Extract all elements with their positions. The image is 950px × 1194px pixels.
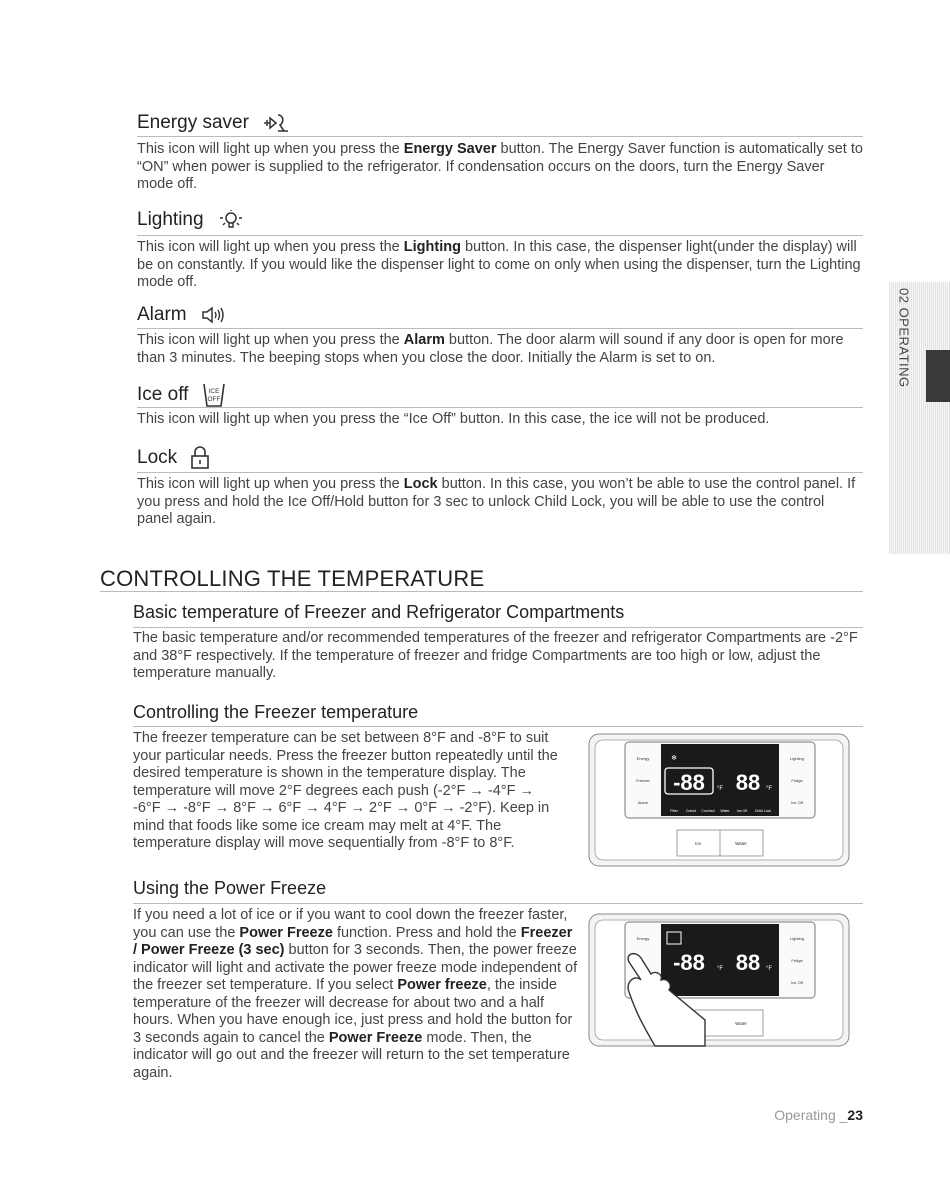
bottom-label-4: Water xyxy=(720,809,730,813)
page-footer xyxy=(774,1107,863,1123)
ice-off-icon-text-1: ICE xyxy=(208,388,220,395)
lighting-text xyxy=(137,239,863,292)
heading-divider xyxy=(100,591,863,592)
divider xyxy=(137,328,863,329)
water-button-label: Water xyxy=(735,1021,747,1026)
energy-saver-text xyxy=(137,141,863,194)
ice-off-text xyxy=(137,411,863,429)
emphasis-text: Alarm xyxy=(403,332,445,348)
text-run: button. In this case, the dispenser light(under the display) will be on constantly. If you would like the dispenser light to come on only when using the dispenser, turn the Lighting mode off. xyxy=(137,239,861,290)
alarm-title: Alarm xyxy=(137,304,228,326)
power-freeze-figure xyxy=(585,912,855,1052)
text-run: This icon will light up when you press the xyxy=(137,332,404,348)
fridge-unit: °F xyxy=(766,966,773,972)
ice-off-icon xyxy=(202,382,226,408)
basic-temperature-title: Basic temperature of Freezer and Refrigerator Compartments xyxy=(133,602,625,622)
page-heading: CONTROLLING THE TEMPERATURE xyxy=(100,566,485,591)
label-lighting: Lighting xyxy=(789,936,805,941)
divider xyxy=(133,627,863,628)
text-run: The basic temperature and/or recommended temperatures of the freezer and refrigerator Compartments are -2°F and 38°F respectively. If the temperature of freezer and fridge Compartments are too high or low, adjust the temperature manually. xyxy=(133,630,858,681)
freezer-unit: °F xyxy=(717,786,724,792)
bottom-label-3: Crushed xyxy=(701,809,715,813)
ice-button-label: Ice xyxy=(694,841,702,846)
bottom-label-6: Child Lock xyxy=(754,809,772,813)
label-alarm: Alarm xyxy=(637,800,649,805)
emphasis-text: Freezer / Power Freeze (3 sec) xyxy=(133,924,573,958)
divider xyxy=(137,235,863,236)
text-run: This icon will light up when you press the xyxy=(137,476,404,492)
text-run: function. Press and hold the xyxy=(332,924,521,941)
chapter-label: 02 OPERATING xyxy=(896,288,912,388)
freezer-temperature-title: Controlling the Freezer temperature xyxy=(133,702,419,722)
text-run: button for 3 seconds. Then, the power freeze indicator will light and activate the power freeze mode independent of the freezer set temperature. If you select xyxy=(133,942,578,993)
text-run: This icon will light up when you press the xyxy=(137,239,404,255)
power-freeze-text xyxy=(133,907,579,1082)
emphasis-text: Lighting xyxy=(403,239,461,255)
divider xyxy=(137,407,863,408)
freezer-unit: °F xyxy=(717,966,724,972)
text-run: , the inside temperature of the freezer will decrease for about two and a half hours. When you have enough ice, just press and hold the button for 3 seconds again to cancel the xyxy=(133,977,573,1046)
text-run: button. The Energy Saver function is automatically set to “ON” when power is supplied to the refrigerator. If condensation occurs on the doors, turn the Energy Saver mode off. xyxy=(137,141,863,192)
label-energy-saver: Energy xyxy=(636,936,650,941)
footer-label: Operating _ xyxy=(774,1107,848,1123)
energy-saver-title: Energy saver xyxy=(137,112,292,134)
label-fridge: Fridge xyxy=(791,958,803,963)
text-run: The freezer temperature can be set between 8°F and -8°F to suit your particular needs. Press the freezer button repeatedly until the desired temperature is shown in the temperature display. The temperature will move 2°F degrees each push (-2°F → -4°F → -6°F → -8°F → 8°F → 6°F → 4°F → 2°F → 0°F → -2°F). Keep in mind that foods like some ice cream may melt at 4°F. The temperature display will move sequentially from -8°F to 8°F. xyxy=(133,730,558,851)
emphasis-text: Lock xyxy=(403,476,438,492)
emphasis-text: Power Freeze xyxy=(239,924,333,941)
control-panel-figure xyxy=(585,732,855,872)
divider xyxy=(133,903,863,904)
label-energy-saver: Energy xyxy=(636,756,650,761)
alarm-text xyxy=(137,332,863,367)
energy-saver-icon xyxy=(262,113,292,133)
label-ice-off: Ice Off xyxy=(791,980,803,985)
freezer-icon: ❄ xyxy=(671,755,677,762)
text-run: This icon will light up when you press the xyxy=(137,141,404,157)
text-run: mode. Then, the indicator will go out and the freezer will return to the set temperature again. xyxy=(133,1029,570,1081)
divider xyxy=(133,726,863,727)
emphasis-text: Power freeze xyxy=(397,977,487,993)
basic-temperature-text xyxy=(133,630,863,683)
chapter-side-tab xyxy=(889,282,950,554)
divider xyxy=(137,472,863,473)
text-run: This icon will light up when you press the “Ice Off” button. In this case, the ice will not be produced. xyxy=(137,411,770,427)
ice-off-title: Ice off ICE OFF xyxy=(137,382,226,408)
bottom-label-5: Ice Off xyxy=(736,809,748,813)
lighting-title: Lighting xyxy=(137,209,245,231)
power-freeze-title: Using the Power Freeze xyxy=(133,878,327,898)
label-freezer: Freezer xyxy=(636,778,650,783)
freezer-readout: -88 xyxy=(673,950,705,975)
page-number: 23 xyxy=(847,1107,863,1123)
fridge-readout: 88 xyxy=(735,770,761,795)
text-run: If you need a lot of ice or if you want to cool down the freezer faster, you can use the xyxy=(133,907,568,941)
emphasis-text: Power Freeze xyxy=(328,1029,423,1046)
label-fridge: Fridge xyxy=(791,778,803,783)
emphasis-text: Energy Saver xyxy=(403,141,497,157)
text-run: button. In this case, you won’t be able to use the control panel. If you press and hold the Ice Off/Hold button for 3 sec to unlock Child Lock, you will be able to use the control panel again. xyxy=(137,476,856,527)
lighting-icon xyxy=(217,209,245,231)
lock-icon xyxy=(190,446,210,470)
freezer-readout: -88 xyxy=(673,770,705,795)
fridge-unit: °F xyxy=(766,786,773,792)
lock-text xyxy=(137,476,863,529)
divider xyxy=(137,136,863,137)
bottom-label-2: Cubed xyxy=(685,809,697,813)
ice-off-icon-text-2: OFF xyxy=(207,396,221,403)
freezer-temperature-text xyxy=(133,730,561,853)
fridge-readout: 88 xyxy=(735,950,761,975)
lock-title: Lock xyxy=(137,446,210,470)
water-button-label: Water xyxy=(735,841,747,846)
alarm-icon xyxy=(200,305,228,325)
chapter-marker xyxy=(926,350,950,402)
label-ice-off: Ice Off xyxy=(791,800,803,805)
label-lighting: Lighting xyxy=(789,756,805,761)
bottom-label-1: Filter xyxy=(670,809,678,813)
text-run: button. The door alarm will sound if any door is open for more than 3 minutes. The beeping stops when you close the door. Initially the Alarm is set to on. xyxy=(137,332,844,366)
